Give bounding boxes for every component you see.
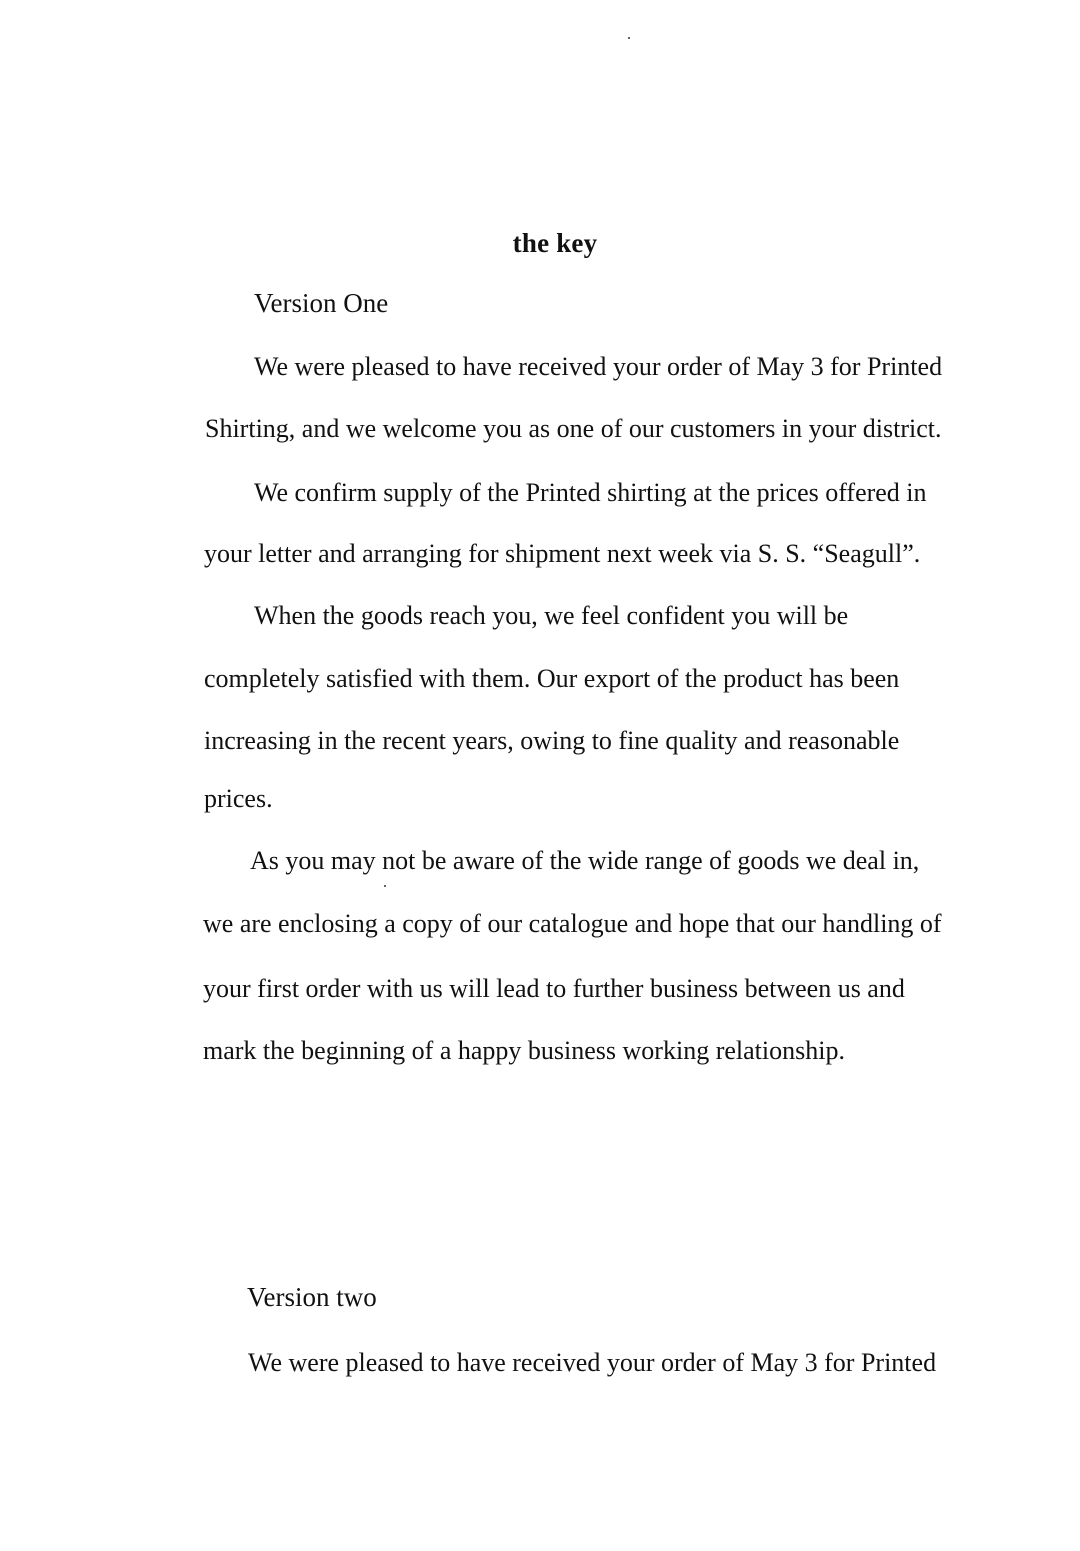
version-one-line: We confirm supply of the Printed shirting at the prices offered in bbox=[254, 478, 927, 507]
version-one-line: prices. bbox=[204, 784, 273, 813]
version-one-line: your first order with us will lead to further business between us and bbox=[203, 974, 905, 1003]
version-one-line: Shirting, and we welcome you as one of our customers in your district. bbox=[205, 414, 942, 443]
version-one-line: completely satisfied with them. Our export of the product has been bbox=[204, 664, 900, 693]
version-one-heading: Version One bbox=[254, 288, 389, 318]
version-one-line: As you may not be aware of the wide range of goods we deal in, bbox=[250, 846, 920, 875]
scan-speck bbox=[384, 885, 386, 887]
version-one-line: increasing in the recent years, owing to fine quality and reasonable bbox=[204, 726, 900, 755]
scan-speck bbox=[628, 37, 630, 39]
version-one-line: mark the beginning of a happy business working relationship. bbox=[203, 1036, 845, 1065]
version-one-line: we are enclosing a copy of our catalogue and hope that our handling of bbox=[203, 909, 942, 938]
document-title: the key bbox=[512, 228, 598, 258]
version-one-line: When the goods reach you, we feel confident you will be bbox=[254, 601, 849, 630]
version-two-line: We were pleased to have received your order of May 3 for Printed bbox=[248, 1348, 937, 1377]
version-one-line: We were pleased to have received your order of May 3 for Printed bbox=[254, 352, 943, 381]
version-one-line: your letter and arranging for shipment next week via S. S. “Seagull”. bbox=[204, 539, 921, 568]
version-two-heading: Version two bbox=[247, 1282, 377, 1312]
